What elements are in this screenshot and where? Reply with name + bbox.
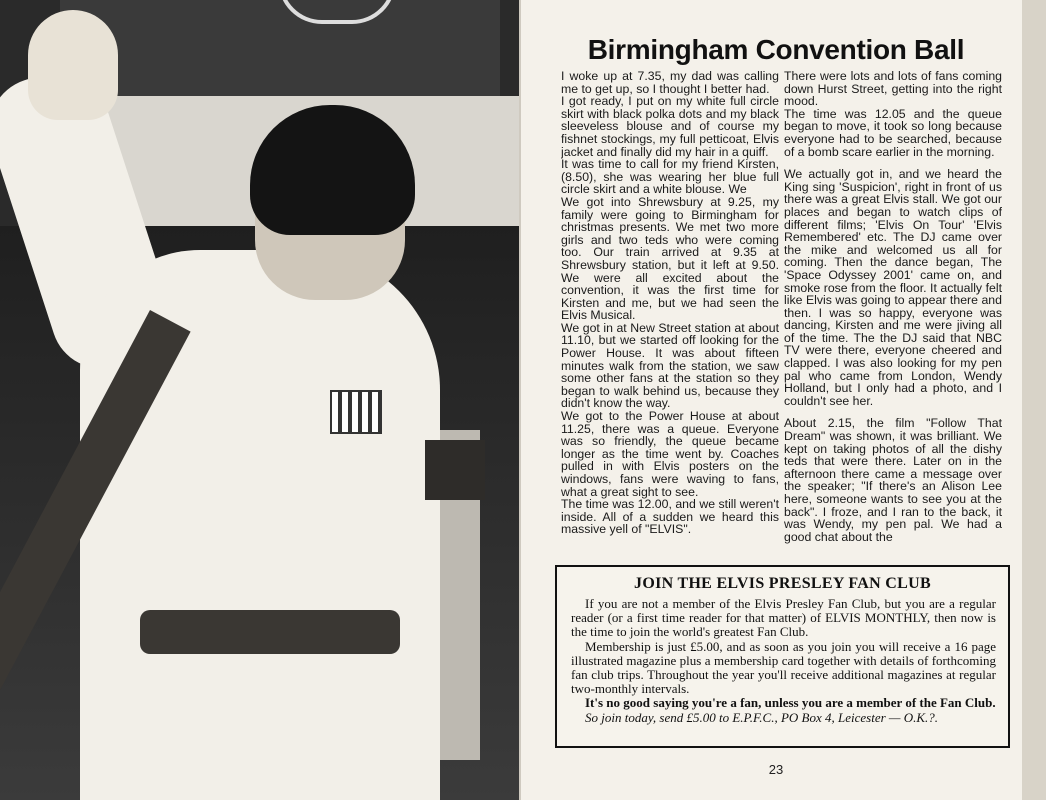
flag-backdrop (60, 0, 500, 96)
paragraph: It was time to call for my friend Kirsten, (8.50), she was wearing her blue full circle skirt and a white blouse. We (561, 157, 779, 197)
paragraph: We got to the Power House at about 11.25, there was a queue. Everyone was so friendly, the queue became longer as the time went by. Coaches pulled in with Elvis posters on the windows, fans were waving to fans, what a great sight to see. (561, 409, 779, 499)
raised-hand (28, 10, 118, 120)
next-page-edge (1022, 0, 1046, 800)
advert-title: JOIN THE ELVIS PRESLEY FAN CLUB (634, 575, 931, 592)
page-number: 23 (768, 762, 784, 777)
paragraph: I got ready, I put on my white full circle skirt with black polka dots and my black sleeveless blouse and of course my fishnet stockings, my full petticoat, Elvis jacket and finally did my hair in a quiff. (561, 94, 779, 159)
karate-belt (140, 610, 400, 654)
armband (425, 440, 485, 500)
elvis-photo (0, 0, 521, 800)
article-column-1 (561, 70, 779, 560)
paragraph: We actually got in, and we heard the King sing 'Suspicion', right in front of us there was a great Elvis stall. We got our places and began to watch clips of different films; 'Elvis On Tour' 'Elvis Remembered' etc. The DJ came over the mike and welcomed us all for coming. Then the dance began, The 'Space Odyssey 2001' came on, and smoke rose from the floor. It actually felt like Elvis was going to appear there and then. I was so happy, everyone was dancing, Kirsten and me were jiving all of the time. The the DJ said that NBC TV were there, everyone cheered and clapped. I was also looking for my pen pal who came from London, Wendy Holland, but I only had a photo, and I couldn't see her. (784, 167, 1002, 408)
paragraph: I woke up at 7.35, my dad was calling me to get up, so I thought I better had. (561, 70, 779, 96)
paragraph: We got into Shrewsbury at 9.25, my family were going to Birmingham for christmas presents. We met two more girls and two teds who were coming too. Our train arrived at 9.35 at Shrewsbury station, but it left at 9.50. We were all excited about the convention, it was the first time for Kirsten and me, but we had seen the Elvis Musical. (561, 194, 779, 323)
paragraph: There were lots and lots of fans coming down Hurst Street, getting into the right mood. (784, 70, 1002, 109)
article-title: Birmingham Convention Ball (587, 34, 965, 65)
flag-patch (330, 390, 382, 434)
fan-club-advert (555, 565, 1010, 748)
advert-address: So join today, send £5.00 to E.P.F.C., PO Box 4, Leicester — O.K.?. (585, 709, 939, 725)
paragraph: About 2.15, the film "Follow That Dream" was shown, it was brilliant. We kept on taking photos of all the dishy teds that were there. Later on in the afternoon there came a message over the speaker; "If there's an Alison Lee here, someone wants to see you at the back". I froze, and I ran to the back, it was Wendy, my pen pal. We had a good chat about the (784, 416, 1002, 544)
advert-paragraph: Membership is just £5.00, and as soon as you join you will receive a 16 page illustrated magazine plus a membership card together with details of forthcoming fan club trips. Throughout the year you'll receive additional magazines at regular two-monthly intervals. (571, 638, 996, 697)
article-column-2 (784, 70, 1002, 560)
advert-slogan: It's no good saying you're a fan, unless you are a member of the Fan Club. (585, 695, 996, 711)
advert-body (571, 597, 996, 725)
white-jumpsuit (80, 250, 440, 800)
paragraph: The time was 12.05 and the queue began to move, it took so long because everyone had to be searched, because of a bomb scare earlier in the morning. (784, 106, 1002, 159)
paragraph: We got in at New Street station at about 11.10, but we started off looking for the Power House. It was about fifteen minutes walk from the station, we saw some other fans at the station so they began to walk behind us, because they didn't know the way. (561, 320, 779, 411)
advert-paragraph: If you are not a member of the Elvis Presley Fan Club, but you are a regular reader (or a first time reader for that matter) of ELVIS MONTHLY, then now is the time to join the world's greatest Fan Club. (571, 596, 996, 640)
paragraph: The time was 12.00, and we still weren't inside. All of a sudden we heard this massive yell of "ELVIS". (561, 497, 779, 537)
